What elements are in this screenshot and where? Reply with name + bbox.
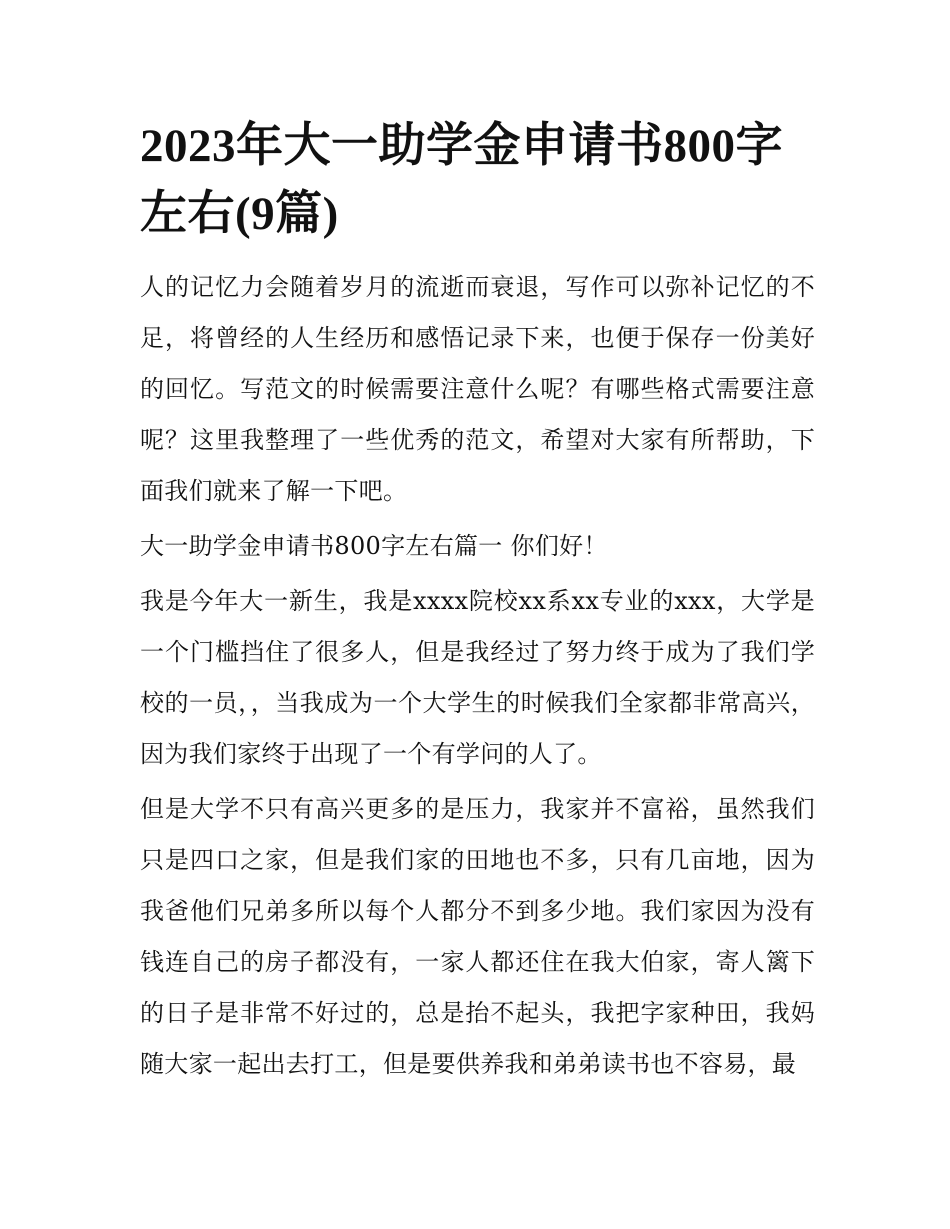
body-paragraph: 我是今年大一新生，我是xxxx院校xx系xx专业的xxx，大学是一个门槛挡住了很多人，但是我经过了努力终于成为了我们学校的一员，，当我成为一个大学生的时候我们全家都非常高兴，因为我们家终于出现了一个有学问的人了。 — [140, 587, 815, 768]
section-heading-paragraph: 大一助学金申请书800字左右篇一 你们好！ — [140, 532, 608, 560]
document-body — [140, 112, 815, 1090]
document-title: 2023年大一助学金申请书800字左右(9篇) — [140, 120, 783, 240]
intro-paragraph: 人的记忆力会随着岁月的流逝而衰退，写作可以弥补记忆的不足，将曾经的人生经历和感悟记录下来，也便于保存一份美好的回忆。写范文的时候需要注意什么呢？有哪些格式需要注意呢？这里我整理了一些优秀的范文，希望对大家有所帮助，下面我们就来了解一下吧。 — [140, 273, 815, 505]
body-paragraph: 但是大学不只有高兴更多的是压力，我家并不富裕，虽然我们只是四口之家，但是我们家的田地也不多，只有几亩地，因为我爸他们兄弟多所以每个人都分不到多少地。我们家因为没有钱连自己的房子都没有，一家人都还住在我大伯家，寄人篱下的日子是非常不好过的，总是抬不起头，我把字家种田，我妈随大家一起出去打工，但是要供养我和弟弟读书也不容易，最 — [140, 795, 815, 1078]
